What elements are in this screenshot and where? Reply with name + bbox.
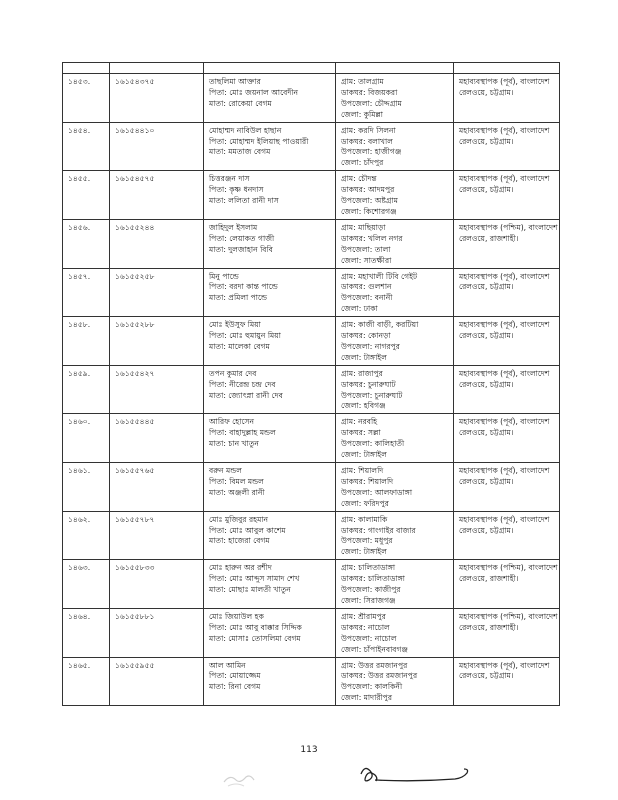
mother-name: মাতা: জ্যোৎস্না রানী দেব: [209, 390, 283, 400]
address-village: গ্রাম: শিয়ালদি: [341, 466, 384, 475]
address-upazila: উপজেলা: কাজীপুর: [341, 585, 401, 595]
roll-cell: [110, 317, 204, 366]
office-line: রেলওয়ে, রাজশাহী।: [459, 233, 519, 243]
name-cell: [204, 171, 336, 220]
roll-cell: [110, 414, 204, 463]
serial-cell: [63, 317, 110, 366]
office-line: রেলওয়ে, রাজশাহী।: [459, 622, 519, 632]
office-cell: [454, 219, 560, 268]
roll-number: ১৬১৫৪৫৭৫: [115, 174, 155, 184]
mother-name: মাতা: মোছাঃ মালতী খাতুন: [209, 585, 291, 595]
table-row: [63, 74, 560, 123]
roll-cell: [110, 463, 204, 512]
address-cell: [336, 657, 454, 706]
office-line: মহাব্যবস্থাপক (পশ্চিম), বাংলাদেশ: [459, 563, 558, 573]
candidate-name: তপন কুমার দেব: [209, 368, 257, 378]
office-line: রেলওয়ে, চট্টগ্রাম।: [459, 671, 514, 681]
roll-cell: [110, 365, 204, 414]
address-upazila: উপজেলা: কালকিনী: [341, 682, 403, 692]
mother-name: মাতা: চান খাতুন: [209, 439, 259, 449]
roll-cell: [110, 122, 204, 171]
father-name: পিতা: নীরেন্দ্র চন্দ্র দেব: [209, 379, 276, 389]
serial-cell: [63, 414, 110, 463]
office-line: রেলওয়ে, চট্টগ্রাম।: [459, 136, 514, 146]
roll-number: ১৬১৫৫৮৮১: [115, 611, 155, 621]
name-cell: [204, 414, 336, 463]
candidate-table: [62, 62, 560, 706]
office-line: রেলওয়ে, চট্টগ্রাম।: [459, 428, 514, 438]
name-cell: [204, 657, 336, 706]
office-cell: [454, 122, 560, 171]
roll-cell: [110, 74, 204, 123]
address-district: জেলা: চাঁপাইনবাবগঞ্জ: [341, 644, 408, 654]
address-village: গ্রাম: রাজাপুর: [341, 368, 383, 378]
serial-cell: [63, 560, 110, 609]
office-line: মহাব্যবস্থাপক (পূর্ব), বাংলাদেশ: [459, 320, 550, 330]
serial-cell: [63, 219, 110, 268]
roll-number: ১৬১৫৫৯৫৫: [115, 660, 155, 670]
office-cell: [454, 171, 560, 220]
table-row: [63, 171, 560, 220]
address-post: ডাকঘর: সল্লা: [341, 428, 381, 438]
serial-number: ১৪৬৪.: [68, 611, 91, 621]
address-district: জেলা: মাদারীপুর: [341, 693, 392, 703]
name-cell: [204, 74, 336, 123]
address-upazila: উপজেলা: আলফাডাঙ্গা: [341, 487, 413, 497]
roll-number: ১৬১৫৫৭৮৭: [115, 514, 155, 524]
office-line: মহাব্যবস্থাপক (পূর্ব), বাংলাদেশ: [459, 125, 550, 135]
serial-number: ১৪৬৫.: [68, 660, 91, 670]
father-name: পিতা: মোয়াজ্জেম: [209, 671, 261, 681]
office-line: রেলওয়ে, চট্টগ্রাম।: [459, 282, 514, 292]
name-cell: [204, 365, 336, 414]
serial-number: ১৪৫৩.: [68, 77, 91, 86]
office-line: রেলওয়ে, চট্টগ্রাম।: [459, 525, 514, 535]
office-line: মহাব্যবস্থাপক (পূর্ব), বাংলাদেশ: [459, 174, 550, 184]
address-district: জেলা: টাঙ্গাইল: [341, 547, 387, 557]
candidate-name: জাহিদুল ইসলাম: [209, 222, 258, 232]
mother-name: মাতা: মোসাঃ তোসলিমা বেগম: [209, 633, 301, 643]
candidate-name: আরিফ হোসেন: [209, 417, 255, 427]
address-post: ডাকঘর: খলিল নগর: [341, 233, 403, 243]
roll-cell: [110, 608, 204, 657]
name-cell: [204, 122, 336, 171]
mother-name: মাতা: মমতাজ বেগম: [209, 147, 271, 157]
address-district: জেলা: কিশোরগঞ্জ: [341, 206, 397, 216]
address-village: গ্রাম: শ্রীরামপুর: [341, 611, 386, 621]
serial-number: ১৪৬০.: [68, 417, 91, 427]
mother-name: মাতা: রোকেয়া বেগম: [209, 98, 272, 108]
address-upazila: উপজেলা: চৌদ্দগ্রাম: [341, 98, 402, 108]
address-upazila: উপজেলা: কালিহাতী: [341, 439, 405, 449]
address-district: জেলা: টাঙ্গাইল: [341, 450, 387, 460]
name-cell: [204, 463, 336, 512]
address-post: ডাকঘর: আদমপুর: [341, 185, 395, 195]
serial-number: ১৪৫৮.: [68, 320, 91, 330]
table-row: [63, 511, 560, 560]
name-cell: [204, 608, 336, 657]
table-row: [63, 463, 560, 512]
serial-number: ১৪৬১.: [68, 466, 91, 475]
table-row: [63, 317, 560, 366]
name-cell: [204, 317, 336, 366]
serial-cell: [63, 122, 110, 171]
address-village: গ্রাম: মহাখালী টিবি গেইট: [341, 271, 418, 281]
office-line: মহাব্যবস্থাপক (পূর্ব), বাংলাদেশ: [459, 271, 550, 281]
address-cell: [336, 74, 454, 123]
candidate-name: মোঃ ইউসুফ মিয়া: [209, 320, 261, 330]
father-name: পিতা: মোঃ জয়নাল আবেদীন: [209, 87, 299, 97]
candidate-name: মোঃ হারুন অর রশীদ: [209, 563, 272, 573]
page-number: 113: [300, 745, 318, 755]
office-line: রেলওয়ে, চট্টগ্রাম।: [459, 87, 514, 97]
roll-cell: [110, 268, 204, 317]
roll-cell: [110, 171, 204, 220]
address-cell: [336, 122, 454, 171]
office-cell: [454, 463, 560, 512]
roll-number: ১৬১৫৪৩৭৫: [115, 77, 155, 86]
office-cell: [454, 414, 560, 463]
name-cell: [204, 560, 336, 609]
office-cell: [454, 365, 560, 414]
address-cell: [336, 365, 454, 414]
father-name: পিতা: বরদা কান্ত পান্ডে: [209, 282, 278, 292]
office-line: রেলওয়ে, চট্টগ্রাম।: [459, 476, 514, 486]
office-line: মহাব্যবস্থাপক (পশ্চিম), বাংলাদেশ: [459, 611, 558, 621]
roll-number: ১৬১৫৫২৮৮: [115, 320, 155, 330]
office-line: মহাব্যবস্থাপক (পূর্ব), বাংলাদেশ: [459, 466, 550, 475]
address-cell: [336, 463, 454, 512]
serial-cell: [63, 657, 110, 706]
candidate-name: চিত্তরঞ্জন দাস: [209, 174, 250, 184]
table-row: [63, 657, 560, 706]
address-cell: [336, 219, 454, 268]
table-row: [63, 414, 560, 463]
father-name: পিতা: কৃষ্ণ ধনদাস: [209, 185, 264, 195]
serial-cell: [63, 74, 110, 123]
address-post: ডাকঘর: শিয়ালদি: [341, 476, 394, 486]
father-name: পিতা: মোঃ হুমায়ুন মিয়া: [209, 331, 281, 341]
address-cell: [336, 511, 454, 560]
office-cell: [454, 560, 560, 609]
address-village: গ্রাম: চৌদন্ত: [341, 174, 377, 184]
address-district: জেলা: টাঙ্গাইল: [341, 352, 387, 362]
serial-number: ১৪৬২.: [68, 514, 91, 524]
father-name: পিতা: বাহাদুল্লাহ মন্ডল: [209, 428, 276, 438]
office-line: মহাব্যবস্থাপক (পূর্ব), বাংলাদেশ: [459, 417, 550, 427]
faint-stamp-mark: [220, 772, 260, 790]
mother-name: মাতা: অঞ্জলী রানী: [209, 487, 265, 497]
roll-number: ১৬১৫৫২৪৪: [115, 222, 155, 232]
address-district: জেলা: হবিগঞ্জ: [341, 401, 386, 411]
address-district: জেলা: ঢাকা: [341, 304, 378, 314]
address-village: গ্রাম: কাজী বাড়ী, করটিয়া: [341, 320, 419, 330]
candidate-name: মিনু পান্ডে: [209, 271, 239, 281]
office-cell: [454, 268, 560, 317]
address-post: ডাকঘর: চুনারুঘাট: [341, 379, 396, 389]
roll-cell: [110, 511, 204, 560]
candidate-name: মোঃ জিয়াউল হক: [209, 611, 264, 621]
address-district: জেলা: সিরাজগঞ্জ: [341, 595, 396, 605]
address-post: ডাকঘর: বলাখাল: [341, 136, 393, 146]
signature: [355, 762, 475, 788]
table-row: [63, 365, 560, 414]
address-cell: [336, 268, 454, 317]
address-upazila: উপজেলা: বনানী: [341, 293, 393, 303]
address-upazila: উপজেলা: নাগরপুর: [341, 341, 400, 351]
address-village: গ্রাম: তালগ্রাম: [341, 77, 384, 86]
mother-name: মাতা: দুলজাহান বিবি: [209, 244, 273, 254]
serial-number: ১৪৬৩.: [68, 563, 91, 573]
office-line: রেলওয়ে, চট্টগ্রাম।: [459, 331, 514, 341]
address-upazila: উপজেলা: হাজীগঞ্জ: [341, 147, 402, 157]
roll-cell: [110, 219, 204, 268]
address-district: জেলা: কুমিল্লা: [341, 109, 384, 119]
serial-cell: [63, 365, 110, 414]
office-cell: [454, 657, 560, 706]
roll-number: ১৬১৫৫২৫৮: [115, 271, 155, 281]
serial-number: ১৪৫৪.: [68, 125, 91, 135]
father-name: পিতা: বিমল মন্ডল: [209, 476, 264, 486]
address-village: গ্রাম: করদি সিলনা: [341, 125, 396, 135]
office-line: রেলওয়ে, চট্টগ্রাম।: [459, 185, 514, 195]
address-post: ডাকঘর: উত্তর রমজানপুর: [341, 671, 418, 681]
candidate-name: মোঃ মুজিবুর রহমান: [209, 514, 269, 524]
roll-number: ১৬১৫৫৮৩৩: [115, 563, 155, 573]
candidate-name: তাছলিমা আক্তার: [209, 77, 261, 86]
table-row: [63, 608, 560, 657]
roll-number: ১৬১৫৫৭৬৫: [115, 466, 155, 475]
table-row: [63, 560, 560, 609]
address-cell: [336, 608, 454, 657]
address-post: ডাকঘর: বিজয়করা: [341, 87, 398, 97]
serial-number: ১৪৫৫.: [68, 174, 91, 184]
serial-cell: [63, 463, 110, 512]
table-row: [63, 268, 560, 317]
serial-number: ১৪৫৬.: [68, 222, 91, 232]
address-village: গ্রাম: নরবহি: [341, 417, 378, 427]
roll-number: ১৬১৫৫৪২৭: [115, 368, 155, 378]
serial-cell: [63, 268, 110, 317]
name-cell: [204, 219, 336, 268]
father-name: পিতা: মোহাম্মদ ইলিয়াছ পাওয়ারী: [209, 136, 309, 146]
address-village: গ্রাম: চালিতাডাঙ্গা: [341, 563, 396, 573]
address-cell: [336, 560, 454, 609]
father-name: পিতা: মোঃ আবুল কাশেম: [209, 525, 286, 535]
address-upazila: উপজেলা: অষ্টগ্রাম: [341, 196, 398, 206]
father-name: পিতা: মোঃ আব্দুস সামাদ শেখ: [209, 574, 300, 584]
serial-cell: [63, 608, 110, 657]
office-line: মহাব্যবস্থাপক (পূর্ব), বাংলাদেশ: [459, 514, 550, 524]
address-cell: [336, 317, 454, 366]
office-cell: [454, 74, 560, 123]
mother-name: মাতা: রিনা বেগম: [209, 682, 261, 692]
serial-number: ১৪৫৭.: [68, 271, 91, 281]
serial-cell: [63, 171, 110, 220]
roll-cell: [110, 657, 204, 706]
mother-name: মাতা: প্রমিলা পান্ডে: [209, 293, 268, 303]
address-village: গ্রাম: মাছিয়াড়া: [341, 222, 386, 232]
table-row: [63, 219, 560, 268]
address-upazila: উপজেলা: চুনারুঘাট: [341, 390, 403, 400]
table-body: [63, 63, 560, 706]
mother-name: মাতা: হাজেরা বেগম: [209, 536, 270, 546]
address-post: ডাকঘর: গুলশান: [341, 282, 392, 292]
serial-number: ১৪৫৯.: [68, 368, 91, 378]
address-district: জেলা: চাঁদপুর: [341, 158, 384, 168]
office-cell: [454, 608, 560, 657]
address-district: জেলা: ফরিদপুর: [341, 498, 389, 508]
address-post: ডাকঘর: চালিতাডাঙ্গা: [341, 574, 406, 584]
address-upazila: উপজেলা: তালা: [341, 244, 391, 254]
mother-name: মাতা: ললিতা রানী দাস: [209, 196, 279, 206]
serial-cell: [63, 511, 110, 560]
roll-number: ১৬১৫৫৪৪৫: [115, 417, 155, 427]
office-line: রেলওয়ে, চট্টগ্রাম।: [459, 379, 514, 389]
address-cell: [336, 171, 454, 220]
office-line: রেলওয়ে, রাজশাহী।: [459, 574, 519, 584]
mother-name: মাতা: মালেকা বেগম: [209, 341, 270, 351]
candidate-name: মোহাম্মদ নাবিউল হাছান: [209, 125, 282, 135]
address-post: ডাকঘর: গাংগাইর বাজার: [341, 525, 416, 535]
office-line: মহাব্যবস্থাপক (পূর্ব), বাংলাদেশ: [459, 77, 550, 86]
address-upazila: উপজেলা: মধুপুর: [341, 536, 393, 546]
office-cell: [454, 317, 560, 366]
address-village: গ্রাম: কালামাকি: [341, 514, 388, 524]
office-line: মহাব্যবস্থাপক (পশ্চিম), বাংলাদেশ: [459, 222, 558, 232]
candidate-name: আল আমিন: [209, 660, 246, 670]
roll-number: ১৬১৫৪৪১০: [115, 125, 155, 135]
office-cell: [454, 511, 560, 560]
father-name: পিতা: লেয়াকত গাজী: [209, 233, 275, 243]
name-cell: [204, 268, 336, 317]
table-row: [63, 122, 560, 171]
father-name: পিতা: মোঃ আবু বাক্কার সিদ্দিক: [209, 622, 302, 632]
address-upazila: উপজেলা: নাচোল: [341, 633, 397, 643]
address-cell: [336, 414, 454, 463]
candidate-name: বরুন মন্ডল: [209, 466, 242, 475]
office-line: মহাব্যবস্থাপক (পূর্ব), বাংলাদেশ: [459, 660, 550, 670]
address-district: জেলা: সাতক্ষীরা: [341, 255, 392, 265]
address-village: গ্রাম: উত্তর রমজানপুর: [341, 660, 408, 670]
roll-cell: [110, 560, 204, 609]
table-top-row: [63, 63, 560, 74]
office-line: মহাব্যবস্থাপক (পূর্ব), বাংলাদেশ: [459, 368, 550, 378]
address-post: ডাকঘর: নাচোল: [341, 622, 390, 632]
address-post: ডাকঘর: কোনড়া: [341, 331, 391, 341]
name-cell: [204, 511, 336, 560]
